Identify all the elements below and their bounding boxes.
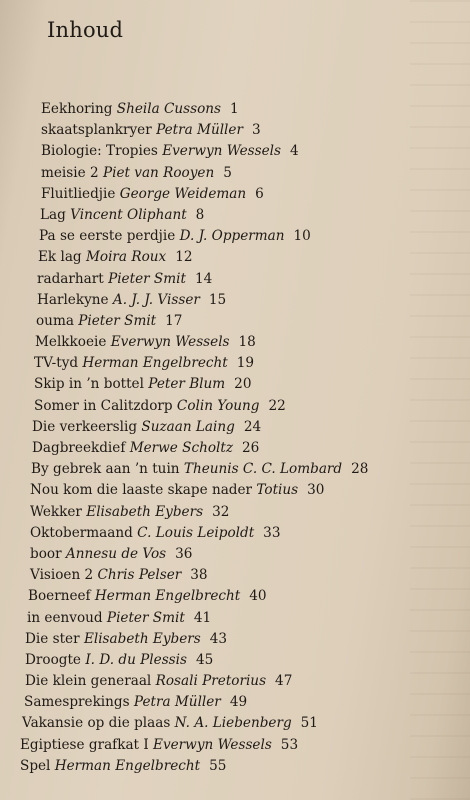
page-number: 30 <box>307 482 325 499</box>
poem-title: Ek lag <box>38 249 82 266</box>
toc-entry <box>0 205 470 226</box>
table-of-contents <box>0 99 470 777</box>
poem-author: Everwyn Wessels <box>110 334 230 351</box>
page-number: 20 <box>234 376 252 393</box>
toc-entry <box>0 417 470 438</box>
page-number: 17 <box>165 312 183 329</box>
poem-title: ouma <box>36 312 74 329</box>
poem-author: Totius <box>256 482 299 499</box>
poem-title: Harlekyne <box>37 291 109 308</box>
page-number: 26 <box>242 440 260 456</box>
toc-entry <box>0 650 470 671</box>
poem-author: Theunis C. C. Lombard <box>183 461 343 478</box>
page-number: 14 <box>194 270 213 287</box>
page-number: 5 <box>223 164 232 181</box>
toc-entry <box>0 311 470 332</box>
poem-author: Merwe Scholtz <box>129 440 233 456</box>
poem-title: Die ster <box>25 630 80 647</box>
poem-title: radarhart <box>37 270 104 287</box>
toc-entry <box>0 502 470 523</box>
page-number: 10 <box>293 228 311 245</box>
poem-author: Petra Müller <box>156 122 243 139</box>
poem-author: Pieter Smit <box>78 312 157 329</box>
poem-author: Herman Engelbrecht <box>94 588 241 605</box>
poem-author: Moira Roux <box>85 249 167 266</box>
poem-title: TV-tyd <box>34 355 79 372</box>
toc-entry <box>0 756 470 777</box>
poem-title: skaatsplankryer <box>41 122 152 139</box>
toc-entry <box>0 523 470 544</box>
toc-entry <box>0 671 470 692</box>
page-number: 19 <box>236 355 255 372</box>
poem-title: Visioen 2 <box>30 567 94 584</box>
page-number: 6 <box>255 185 264 202</box>
toc-entry <box>0 565 470 586</box>
poem-author: Herman Engelbrecht <box>54 757 201 774</box>
toc-entry <box>0 608 470 629</box>
poem-title: Droogte <box>25 651 81 668</box>
poem-author: D. J. Opperman <box>179 228 285 245</box>
poem-title: in eenvoud <box>27 609 103 626</box>
poem-title: By gebrek aan ’n tuin <box>31 461 180 478</box>
page-number: 51 <box>300 715 318 732</box>
toc-entry <box>0 120 470 141</box>
poem-author: Vincent Oliphant <box>70 206 187 223</box>
poem-title: boor <box>30 545 62 562</box>
toc-entry <box>0 396 470 417</box>
poem-title: Eekhoring <box>41 101 113 117</box>
poem-title: Die verkeerslig <box>32 418 138 435</box>
page-number: 12 <box>175 249 193 266</box>
toc-entry <box>0 332 470 353</box>
toc-entry <box>0 374 470 395</box>
poem-title: Oktobermaand <box>30 524 133 541</box>
poem-title: Egiptiese grafkat I <box>20 736 149 753</box>
page-number: 40 <box>249 588 267 605</box>
poem-title: Spel <box>20 757 51 774</box>
poem-author: George Weideman <box>119 185 247 202</box>
poem-author: Everwyn Wessels <box>153 736 272 753</box>
poem-author: I. D. du Plessis <box>85 651 187 668</box>
toc-entry <box>0 544 470 565</box>
poem-author: Herman Engelbrecht <box>82 355 228 372</box>
poem-title: Skip in ’n bottel <box>34 376 144 393</box>
poem-author: Pieter Smit <box>108 270 186 287</box>
page-number: 4 <box>289 143 299 160</box>
poem-title: Dagbreekdief <box>32 440 126 456</box>
poem-title: Wekker <box>30 503 82 520</box>
poem-author: Elisabeth Eybers <box>83 630 201 647</box>
toc-entry <box>0 629 470 650</box>
poem-author: Annesu de Vos <box>65 545 167 562</box>
poem-title: meisie 2 <box>41 164 99 181</box>
page-number: 32 <box>212 503 230 520</box>
page-number: 38 <box>190 567 208 584</box>
poem-author: Petra Müller <box>133 694 221 711</box>
poem-title: Vakansie op die plaas <box>22 715 171 732</box>
page-number: 53 <box>280 736 299 753</box>
page-number: 49 <box>229 694 248 711</box>
poem-author: C. Louis Leipoldt <box>137 524 255 541</box>
page-number: 15 <box>208 291 227 308</box>
toc-entry <box>0 163 470 184</box>
poem-title: Nou kom die laaste skape nader <box>30 482 253 499</box>
poem-title: Biologie: Tropies <box>41 143 158 160</box>
poem-author: Sheila Cussons <box>116 101 222 117</box>
poem-author: Elisabeth Eybers <box>86 503 204 520</box>
poem-author: Colin Young <box>176 397 260 414</box>
page-number: 28 <box>351 461 369 478</box>
page-number: 24 <box>243 418 262 435</box>
toc-entry <box>0 226 470 247</box>
page-number: 55 <box>209 757 227 774</box>
toc-entry <box>0 353 470 374</box>
page-number: 22 <box>268 397 286 414</box>
page-number: 1 <box>230 101 239 117</box>
page-number: 8 <box>195 206 205 223</box>
page-number: 18 <box>238 334 256 351</box>
toc-entry <box>0 184 470 205</box>
poem-author: Everwyn Wessels <box>162 143 281 160</box>
poem-author: Peter Blum <box>148 376 226 393</box>
toc-entry <box>0 99 470 120</box>
poem-title: Pa se eerste perdjie <box>39 228 176 245</box>
poem-title: Fluitliedjie <box>41 185 116 202</box>
page-number: 36 <box>175 545 193 562</box>
poem-title: Lag <box>40 206 66 223</box>
poem-author: Suzaan Laing <box>141 418 235 435</box>
toc-entry <box>0 713 470 734</box>
poem-author: Pieter Smit <box>106 609 185 626</box>
page-number: 43 <box>209 630 228 647</box>
toc-entry <box>0 735 470 756</box>
page-number: 45 <box>195 651 214 668</box>
poem-title: Samesprekings <box>24 694 130 711</box>
toc-entry <box>0 459 470 480</box>
poem-title: Die klein generaal <box>25 673 152 690</box>
poem-author: Piet van Rooyen <box>102 164 215 181</box>
page-title: Inhoud <box>47 18 124 42</box>
toc-entry <box>0 480 470 501</box>
toc-entry <box>0 692 470 713</box>
toc-entry <box>0 269 470 290</box>
toc-entry <box>0 438 470 459</box>
page-number: 33 <box>263 524 281 541</box>
poem-author: Chris Pelser <box>97 567 182 584</box>
toc-entry <box>0 141 470 162</box>
toc-entry <box>0 247 470 268</box>
page-number: 41 <box>193 609 212 626</box>
page-number: 47 <box>275 673 293 690</box>
toc-entry <box>0 586 470 607</box>
poem-title: Boerneef <box>28 588 91 605</box>
page-number: 3 <box>251 122 261 139</box>
poem-author: N. A. Liebenberg <box>174 715 292 732</box>
poem-title: Melkkoeie <box>35 334 107 351</box>
poem-author: Rosali Pretorius <box>155 673 267 690</box>
poem-author: A. J. J. Visser <box>112 291 200 308</box>
toc-entry <box>0 290 470 311</box>
poem-title: Somer in Calitzdorp <box>34 397 173 414</box>
